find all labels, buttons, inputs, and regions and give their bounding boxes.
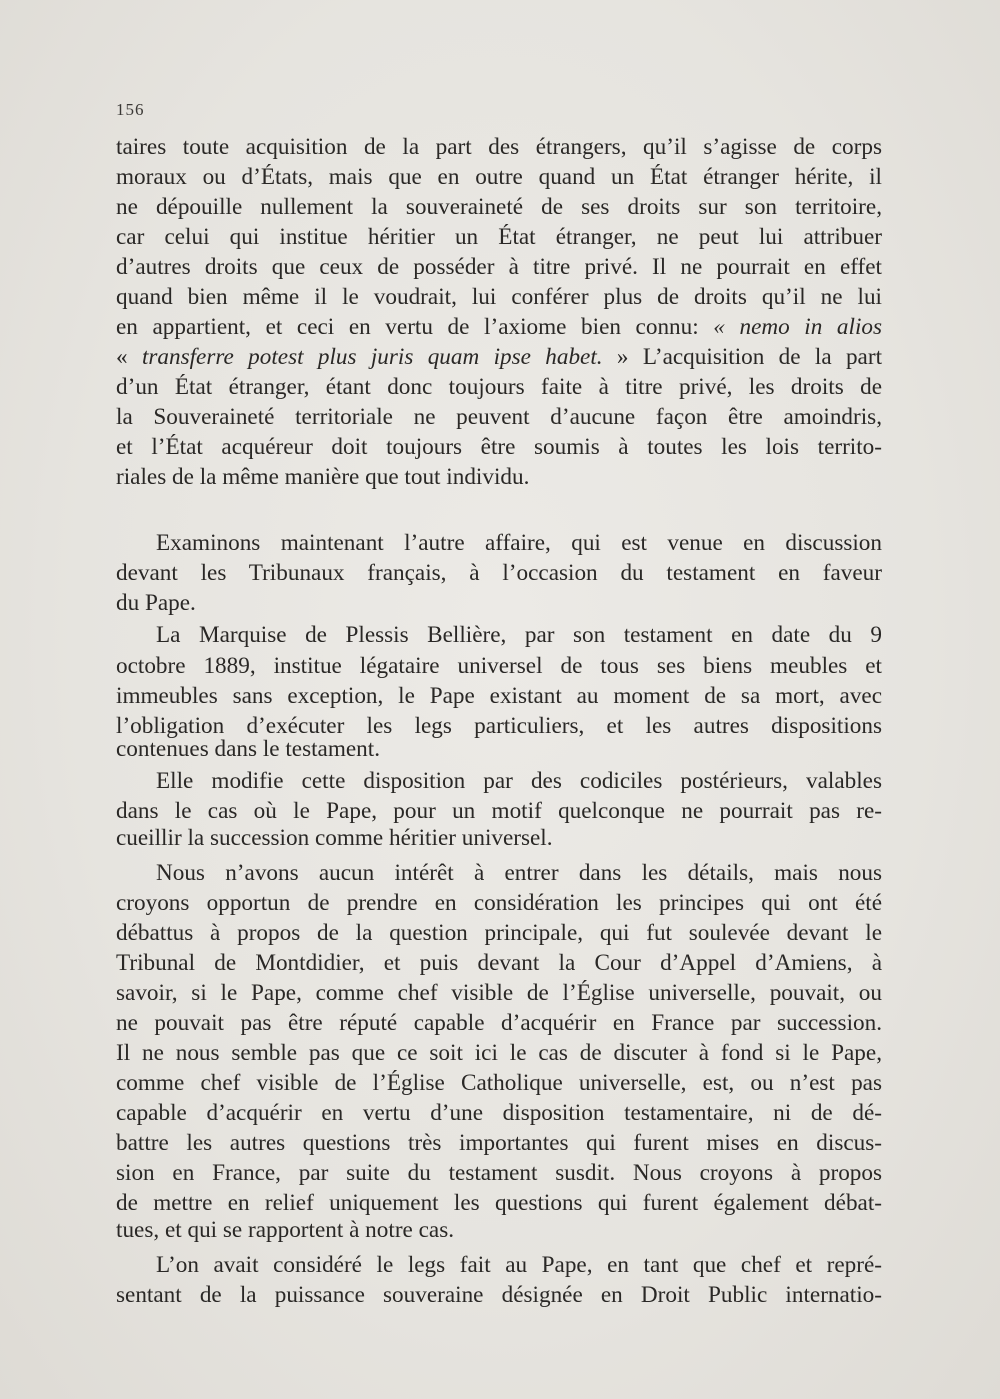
text-segment: » L’acquisition de la part [616,344,883,370]
text-line: battre les autres questions très importantes qui furent mises en discus- [116,1130,882,1156]
text-line: débattus à propos de la question principale, qui fut soulevée devant le [116,920,882,946]
quote-mark: « [116,344,128,370]
text-line: Elle modifie cette disposition par des codiciles postérieurs, valables [156,768,882,794]
text-line: croyons opportun de prendre en considération les principes qui ont été [116,890,882,916]
text-line-with-quote [116,342,882,372]
text-line: ne pouvait pas être réputé capable d’acquérir en France par succession. [116,1010,882,1036]
text-line: ne dépouille nullement la souveraineté de ses droits sur son territoire, [116,194,882,220]
text-line: contenues dans le testament. [116,736,380,762]
text-line: devant les Tribunaux français, à l’occasion du testament en faveur [116,560,882,586]
text-line: moraux ou d’États, mais que en outre quand un État étranger hérite, il [116,164,882,190]
text-line: sion en France, par suite du testament susdit. Nous croyons à propos [116,1160,882,1186]
text-line: immeubles sans exception, le Pape existant au moment de sa mort, avec [116,683,882,709]
text-segment: en appartient, et ceci en vertu de l’axiome bien connu: [116,314,699,340]
text-line: quand bien même il le voudrait, lui conférer plus de droits qu’il ne lui [116,284,882,310]
text-line: cueillir la succession comme héritier universel. [116,825,553,851]
text-line: Examinons maintenant l’autre affaire, qui est venue en discussion [156,530,882,556]
text-line: de mettre en relief uniquement les questions qui furent également débat- [116,1190,882,1216]
text-line: du Pape. [116,590,196,616]
text-line: l’obligation d’exécuter les legs particuliers, et les autres dispositions [116,713,882,739]
text-line: Tribunal de Montdidier, et puis devant la Cour d’Appel d’Amiens, à [116,950,882,976]
text-line: et l’État acquéreur doit toujours être soumis à toutes les lois territo- [116,434,882,460]
text-line: taires toute acquisition de la part des étrangers, qu’il s’agisse de corps [116,134,882,160]
text-line: Il ne nous semble pas que ce soit ici le cas de discuter à fond si le Pape, [116,1040,882,1066]
text-line: L’on avait considéré le legs fait au Pape, en tant que chef et repré- [156,1252,882,1278]
latin-quote-start: « nemo in alios [713,314,883,340]
text-line: comme chef visible de l’Église Catholique universelle, est, ou n’est pas [116,1070,882,1096]
text-line: sentant de la puissance souveraine désignée en Droit Public internatio- [116,1282,882,1308]
text-line: tues, et qui se rapportent à notre cas. [116,1217,455,1243]
latin-quote-end: transferre potest plus juris quam ipse habet. [141,344,603,370]
text-line: savoir, si le Pape, comme chef visible de l’Église universelle, pouvait, ou [116,980,882,1006]
page-number: 156 [116,100,145,119]
text-line: dans le cas où le Pape, pour un motif quelconque ne pourrait pas re- [116,798,882,824]
text-line-with-quote [116,312,882,342]
text-line: La Marquise de Plessis Bellière, par son testament en date du 9 [156,622,882,648]
text-line: octobre 1889, institue légataire universel de tous ses biens meubles et [116,653,882,679]
text-line: la Souveraineté territoriale ne peuvent d’aucune façon être amoindris, [116,404,882,430]
text-line: car celui qui institue héritier un État étranger, ne peut lui attribuer [116,224,882,250]
text-line: riales de la même manière que tout individu. [116,464,530,490]
text-line: Nous n’avons aucun intérêt à entrer dans les détails, mais nous [156,860,882,886]
text-line: d’autres droits que ceux de posséder à titre privé. Il ne pourrait en effet [116,254,882,280]
text-line: d’un État étranger, étant donc toujours faite à titre privé, les droits de [116,374,882,400]
text-line: capable d’acquérir en vertu d’une disposition testamentaire, ni de dé- [116,1100,882,1126]
